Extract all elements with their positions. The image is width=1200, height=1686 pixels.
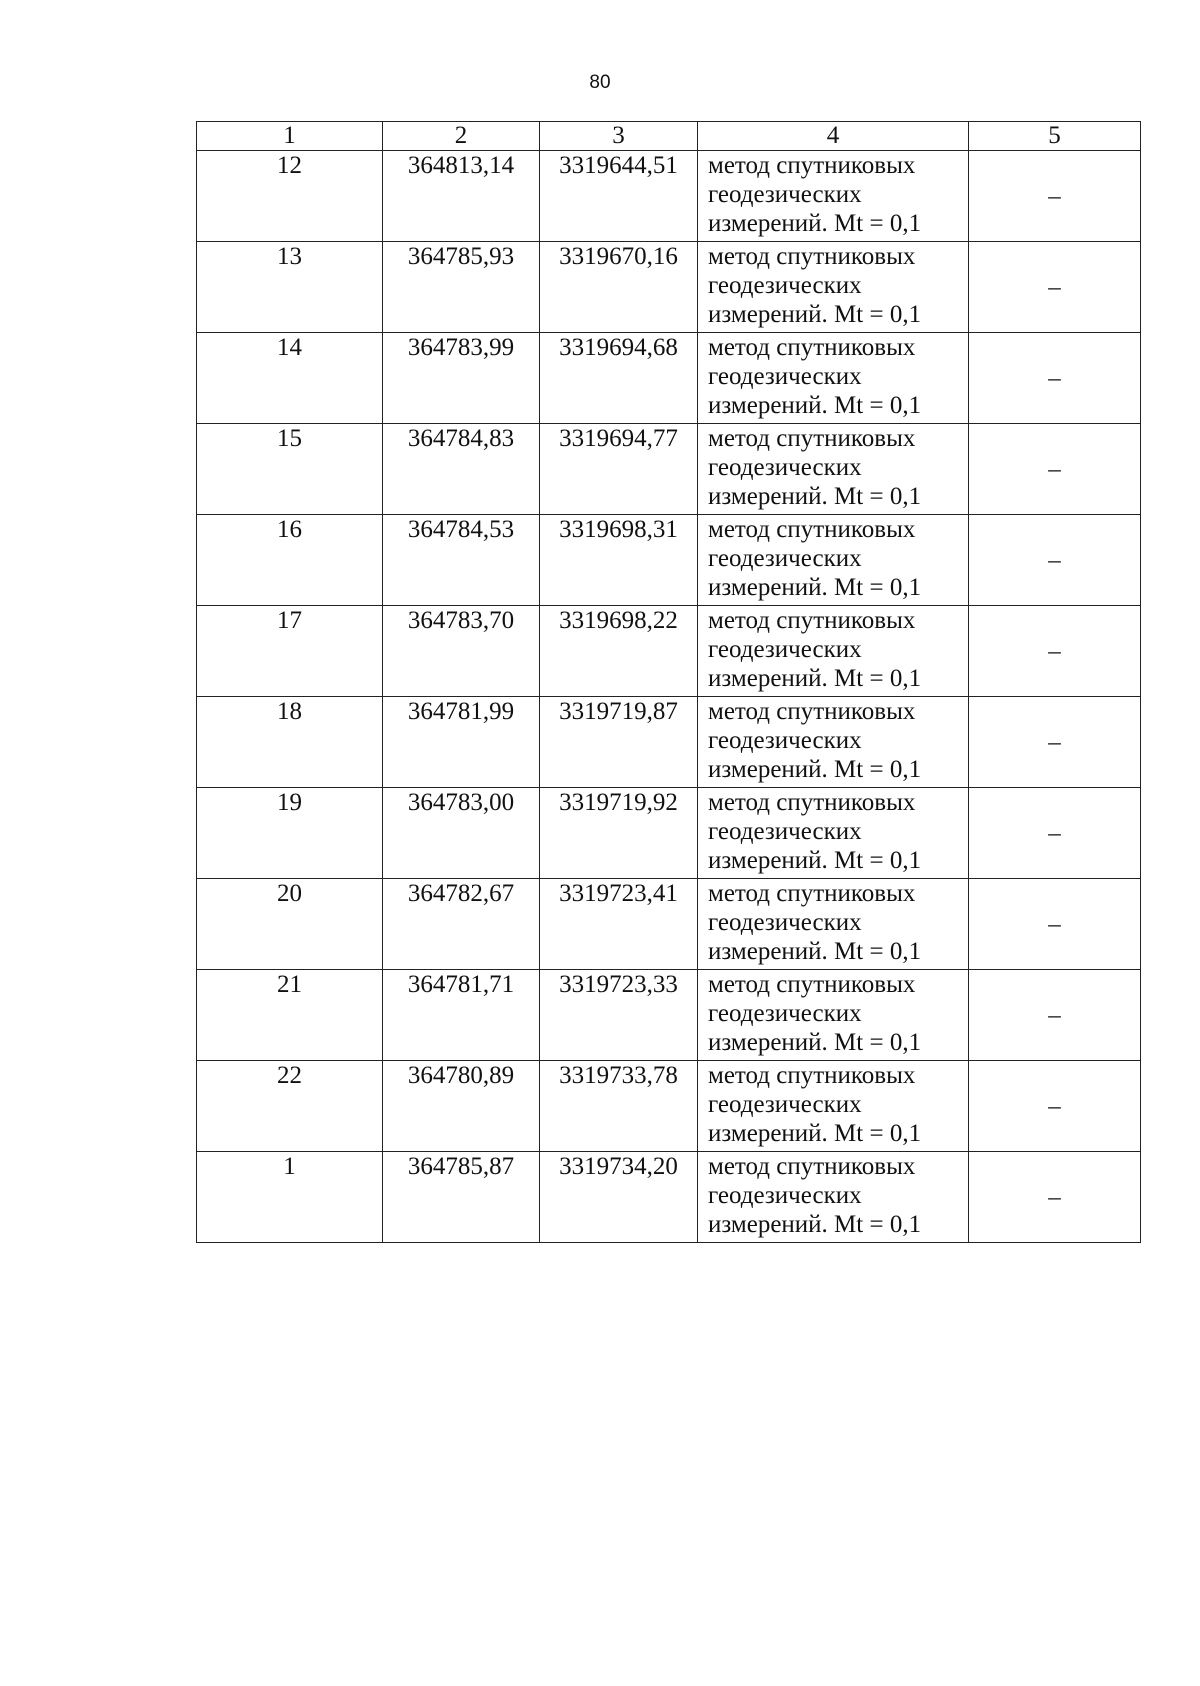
- y-coordinate: 3319723,41: [540, 879, 698, 970]
- method-line: метод спутниковых: [708, 880, 916, 907]
- method-line: измерений. Mt = 0,1: [708, 1120, 922, 1147]
- point-number: 20: [197, 879, 383, 970]
- table-row: [197, 970, 1141, 1061]
- note-cell: –: [969, 697, 1141, 788]
- y-coordinate: 3319644,51: [540, 151, 698, 242]
- method-line: метод спутниковых: [708, 1153, 916, 1180]
- header-col-2: 2: [383, 122, 540, 151]
- x-coordinate: 364784,83: [383, 424, 540, 515]
- method-line: измерений. Mt = 0,1: [708, 1211, 922, 1238]
- method-line: геодезических: [708, 636, 862, 663]
- note-cell: –: [969, 1152, 1141, 1243]
- y-coordinate: 3319723,33: [540, 970, 698, 1061]
- method-cell: [698, 879, 969, 970]
- table-row: [197, 333, 1141, 424]
- table-row: [197, 515, 1141, 606]
- header-row: [197, 122, 1141, 151]
- table-row: [197, 424, 1141, 515]
- page-number: 80: [589, 72, 611, 93]
- point-number: 14: [197, 333, 383, 424]
- x-coordinate: 364780,89: [383, 1061, 540, 1152]
- note-cell: –: [969, 788, 1141, 879]
- header-col-5: 5: [969, 122, 1141, 151]
- method-cell: [698, 151, 969, 242]
- method-line: геодезических: [708, 363, 862, 390]
- x-coordinate: 364813,14: [383, 151, 540, 242]
- note-cell: –: [969, 424, 1141, 515]
- method-line: измерений. Mt = 0,1: [708, 665, 922, 692]
- method-line: геодезических: [708, 727, 862, 754]
- y-coordinate: 3319719,92: [540, 788, 698, 879]
- x-coordinate: 364785,93: [383, 242, 540, 333]
- note-cell: –: [969, 606, 1141, 697]
- method-line: метод спутниковых: [708, 334, 916, 361]
- method-line: метод спутниковых: [708, 698, 916, 725]
- point-number: 16: [197, 515, 383, 606]
- method-cell: [698, 515, 969, 606]
- x-coordinate: 364783,00: [383, 788, 540, 879]
- x-coordinate: 364785,87: [383, 1152, 540, 1243]
- method-line: геодезических: [708, 909, 862, 936]
- note-cell: –: [969, 1061, 1141, 1152]
- method-cell: [698, 697, 969, 788]
- method-cell: [698, 606, 969, 697]
- y-coordinate: 3319694,68: [540, 333, 698, 424]
- note-cell: –: [969, 333, 1141, 424]
- table-header: [197, 122, 1141, 151]
- table-row: [197, 1061, 1141, 1152]
- table-row: [197, 606, 1141, 697]
- point-number: 19: [197, 788, 383, 879]
- x-coordinate: 364783,70: [383, 606, 540, 697]
- table-row: [197, 151, 1141, 242]
- x-coordinate: 364782,67: [383, 879, 540, 970]
- note-cell: –: [969, 515, 1141, 606]
- point-number: 15: [197, 424, 383, 515]
- point-number: 1: [197, 1152, 383, 1243]
- point-number: 13: [197, 242, 383, 333]
- point-number: 21: [197, 970, 383, 1061]
- y-coordinate: 3319670,16: [540, 242, 698, 333]
- method-line: измерений. Mt = 0,1: [708, 756, 922, 783]
- method-line: метод спутниковых: [708, 971, 916, 998]
- table-row: [197, 242, 1141, 333]
- method-line: метод спутниковых: [708, 607, 916, 634]
- y-coordinate: 3319719,87: [540, 697, 698, 788]
- table-row: [197, 879, 1141, 970]
- method-cell: [698, 1152, 969, 1243]
- table-row: [197, 697, 1141, 788]
- method-cell: [698, 424, 969, 515]
- method-line: измерений. Mt = 0,1: [708, 1029, 922, 1056]
- method-cell: [698, 970, 969, 1061]
- method-line: измерений. Mt = 0,1: [708, 392, 922, 419]
- y-coordinate: 3319694,77: [540, 424, 698, 515]
- method-line: метод спутниковых: [708, 243, 916, 270]
- x-coordinate: 364783,99: [383, 333, 540, 424]
- point-number: 12: [197, 151, 383, 242]
- y-coordinate: 3319698,31: [540, 515, 698, 606]
- method-line: геодезических: [708, 545, 862, 572]
- method-line: измерений. Mt = 0,1: [708, 483, 922, 510]
- method-line: метод спутниковых: [708, 1062, 916, 1089]
- y-coordinate: 3319698,22: [540, 606, 698, 697]
- method-line: метод спутниковых: [708, 425, 916, 452]
- method-line: геодезических: [708, 1182, 862, 1209]
- coordinates-table: [196, 121, 1141, 1243]
- method-line: метод спутниковых: [708, 152, 916, 179]
- x-coordinate: 364781,71: [383, 970, 540, 1061]
- point-number: 22: [197, 1061, 383, 1152]
- note-cell: –: [969, 879, 1141, 970]
- note-cell: –: [969, 151, 1141, 242]
- header-col-4: 4: [698, 122, 969, 151]
- method-line: измерений. Mt = 0,1: [708, 210, 922, 237]
- method-line: геодезических: [708, 181, 862, 208]
- method-line: измерений. Mt = 0,1: [708, 301, 922, 328]
- table-row: [197, 1152, 1141, 1243]
- method-line: измерений. Mt = 0,1: [708, 574, 922, 601]
- point-number: 18: [197, 697, 383, 788]
- point-number: 17: [197, 606, 383, 697]
- method-cell: [698, 333, 969, 424]
- method-cell: [698, 242, 969, 333]
- method-cell: [698, 788, 969, 879]
- method-line: геодезических: [708, 1000, 862, 1027]
- table-body: [197, 151, 1141, 1243]
- header-col-1: 1: [197, 122, 383, 151]
- x-coordinate: 364781,99: [383, 697, 540, 788]
- method-line: геодезических: [708, 272, 862, 299]
- method-line: метод спутниковых: [708, 516, 916, 543]
- method-line: измерений. Mt = 0,1: [708, 847, 922, 874]
- method-line: измерений. Mt = 0,1: [708, 938, 922, 965]
- table-row: [197, 788, 1141, 879]
- y-coordinate: 3319733,78: [540, 1061, 698, 1152]
- method-line: метод спутниковых: [708, 789, 916, 816]
- x-coordinate: 364784,53: [383, 515, 540, 606]
- note-cell: –: [969, 970, 1141, 1061]
- method-line: геодезических: [708, 1091, 862, 1118]
- method-line: геодезических: [708, 818, 862, 845]
- note-cell: –: [969, 242, 1141, 333]
- method-cell: [698, 1061, 969, 1152]
- y-coordinate: 3319734,20: [540, 1152, 698, 1243]
- header-col-3: 3: [540, 122, 698, 151]
- method-line: геодезических: [708, 454, 862, 481]
